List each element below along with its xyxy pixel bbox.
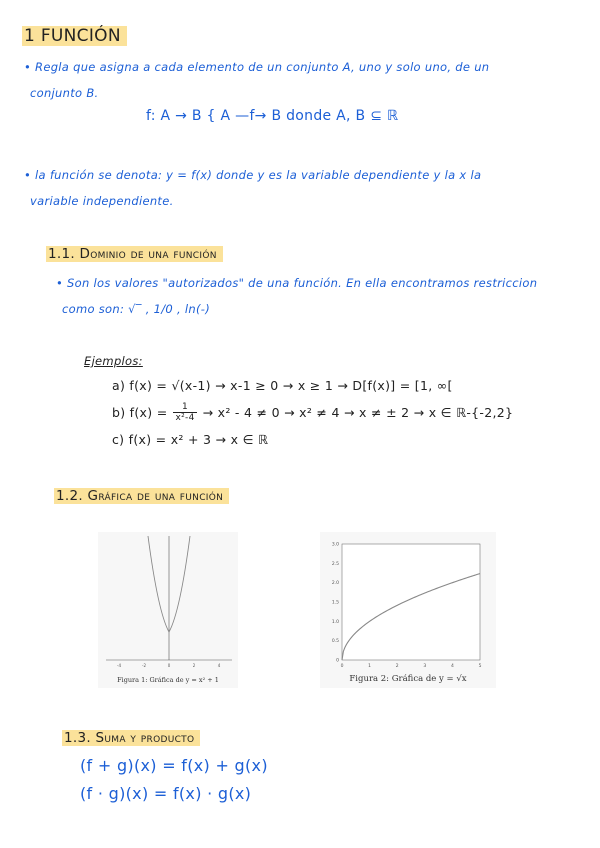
product-formula: (f · g)(x) = f(x) · g(x): [80, 784, 252, 803]
figure-2-ytick: 1.5: [331, 600, 339, 606]
figure-2-ytick: 2.5: [331, 561, 339, 567]
figure-2-ytick: 3.0: [331, 542, 339, 548]
figure-2-xtick: 5: [478, 664, 482, 669]
section-1-2-heading: 1.2. Gráfica de una función: [54, 488, 229, 504]
figure-1: [98, 532, 238, 688]
example-b-denominator: x²-4: [175, 413, 195, 423]
example-b: [112, 402, 513, 423]
figure-2: [320, 532, 496, 688]
example-b-right: → x² - 4 ≠ 0 → x² ≠ 4 → x ≠ ± 2 → x ∈ ℝ-{-2,2}: [202, 405, 514, 420]
definition-line-1: • Regla que asigna a cada elemento de un conjunto A, uno y solo uno, de un: [24, 60, 490, 74]
figure-1-plot: [98, 532, 238, 672]
example-b-left: b) f(x) =: [112, 405, 168, 420]
figure-1-xtick: 0: [167, 663, 171, 668]
figure-2-xtick: 4: [450, 664, 454, 669]
figure-1-xtick: -4: [117, 663, 121, 668]
notation-line-2: variable independiente.: [30, 194, 174, 208]
notation-line-1: • la función se denota: y = f(x) donde y es la variable dependiente y la x la: [24, 168, 482, 182]
example-a: a) f(x) = √(x-1) → x-1 ≥ 0 → x ≥ 1 → D[f(x)] = [1, ∞[: [112, 378, 453, 393]
figure-1-xtick: 2: [192, 663, 196, 668]
figure-2-ytick: 2.0: [331, 581, 339, 587]
example-c: c) f(x) = x² + 3 → x ∈ ℝ: [112, 432, 269, 447]
definition-line-2: conjunto B.: [30, 86, 99, 100]
figure-1-xtick: 4: [217, 663, 221, 668]
figure-2-xtick: 2: [395, 664, 399, 669]
examples-label: Ejemplos:: [84, 354, 143, 368]
section-1-1-heading: 1.1. Dominio de una función: [46, 246, 223, 262]
figure-2-ytick: 1.0: [331, 619, 339, 625]
domain-text-1: • Son los valores "autorizados" de una función. En ella encontramos restriccion: [56, 276, 538, 290]
example-b-fraction: [173, 402, 196, 423]
example-b-numerator: 1: [182, 402, 189, 412]
figure-2-ytick: 0: [336, 658, 339, 664]
figure-1-xtick: -2: [142, 663, 146, 668]
sum-formula: (f + g)(x) = f(x) + g(x): [80, 756, 268, 775]
figure-2-plot: [320, 532, 496, 674]
figure-1-caption: Figura 1: Gráfica de y = x² + 1: [117, 676, 219, 684]
domain-text-2: como son: √‾ , 1/0 , ln(-): [62, 302, 211, 316]
figure-2-xtick: 3: [423, 664, 427, 669]
section-1-3-heading: 1.3. Suma y producto: [62, 730, 200, 746]
figure-2-ytick: 0.5: [331, 639, 339, 645]
figure-2-caption: Figura 2: Gráfica de y = √x: [349, 674, 467, 684]
figure-2-xtick: 0: [340, 664, 344, 669]
definition-formula: f: A → B { A —f→ B donde A, B ⊆ ℝ: [146, 108, 399, 124]
figure-2-xtick: 1: [368, 664, 372, 669]
page-title: 1 FUNCIÓN: [22, 26, 127, 46]
